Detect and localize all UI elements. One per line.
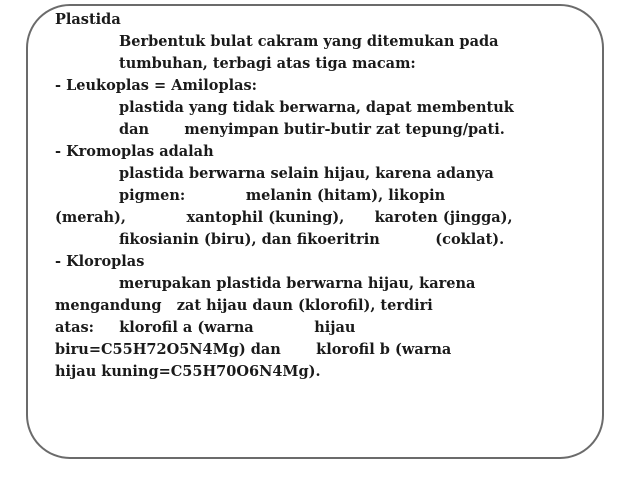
text-line: pigmen: melanin (hitam), likopin: [119, 187, 446, 204]
text-line: tumbuhan, terbagi atas tiga macam:: [119, 55, 416, 72]
text-line: merupakan plastida berwarna hijau, karena: [119, 275, 476, 292]
heading-kromoplas: - Kromoplas adalah: [55, 143, 214, 160]
heading-leukoplas: - Leukoplas = Amiloplas:: [55, 77, 258, 94]
heading-kloroplas: - Kloroplas: [55, 253, 145, 270]
text-line: mengandung zat hijau daun (klorofil), terdiri: [55, 297, 433, 314]
text-line: biru=C55H72O5N4Mg) dan klorofil b (warna: [55, 341, 452, 358]
heading-plastida: Plastida: [55, 11, 121, 28]
text-line: atas: klorofil a (warna hijau: [55, 319, 356, 336]
text-line: dan menyimpan butir-butir zat tepung/pati.: [119, 121, 505, 138]
text-line: plastida berwarna selain hijau, karena adanya: [119, 165, 494, 182]
text-line: fikosianin (biru), dan fikoeritrin (coklat).: [119, 231, 505, 248]
text-line: (merah), xantophil (kuning), karoten (jingga),: [55, 209, 513, 226]
text-line: Berbentuk bulat cakram yang ditemukan pada: [119, 33, 499, 50]
text-line: plastida yang tidak berwarna, dapat membentuk: [119, 99, 514, 116]
text-line: hijau kuning=C55H70O6N4Mg).: [55, 363, 321, 380]
